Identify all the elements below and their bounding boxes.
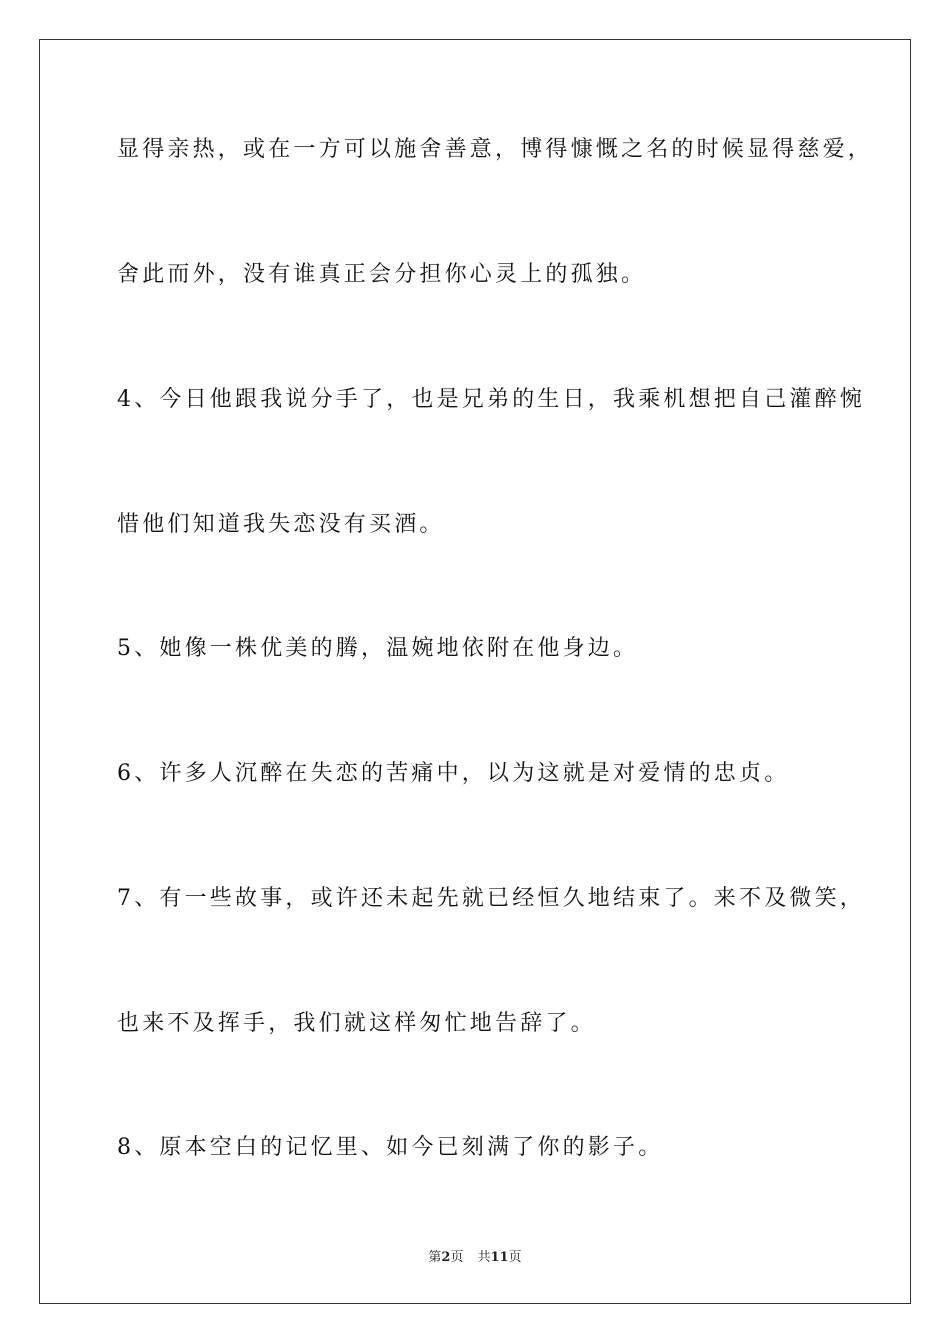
footer-total-prefix: 共 (477, 1250, 491, 1265)
footer-total-number: 11 (490, 1250, 509, 1265)
footer-page-suffix: 页 (450, 1250, 464, 1265)
footer-total-suffix: 页 (508, 1250, 522, 1265)
text-line: 6、许多人沉醉在失恋的苦痛中，以为这就是对爱情的忠贞。 (117, 761, 790, 786)
text-line: 5、她像一株优美的腾，温婉地依附在他身边。 (117, 636, 639, 661)
footer-page-prefix: 第 (428, 1250, 442, 1265)
text-line: 惜他们知道我失恋没有买酒。 (117, 512, 445, 537)
text-line: 7、有一些故事，或许还未起先就已经恒久地结束了。来不及微笑， (117, 886, 865, 911)
text-line: 8、原本空白的记忆里、如今已刻满了你的影子。 (117, 1135, 664, 1160)
text-line: 也来不及挥手，我们就这样匆忙地告辞了。 (117, 1011, 596, 1036)
page-border (39, 39, 911, 1304)
text-line: 4、今日他跟我说分手了，也是兄弟的生日，我乘机想把自己灌醉惋 (117, 387, 865, 412)
text-line: 舍此而外，没有谁真正会分担你心灵上的孤独。 (117, 262, 647, 287)
text-line: 显得亲热，或在一方可以施舍善意，博得慷慨之名的时候显得慈爱， (117, 137, 874, 162)
footer-page-number: 2 (441, 1250, 451, 1265)
page-footer (0, 1246, 950, 1265)
